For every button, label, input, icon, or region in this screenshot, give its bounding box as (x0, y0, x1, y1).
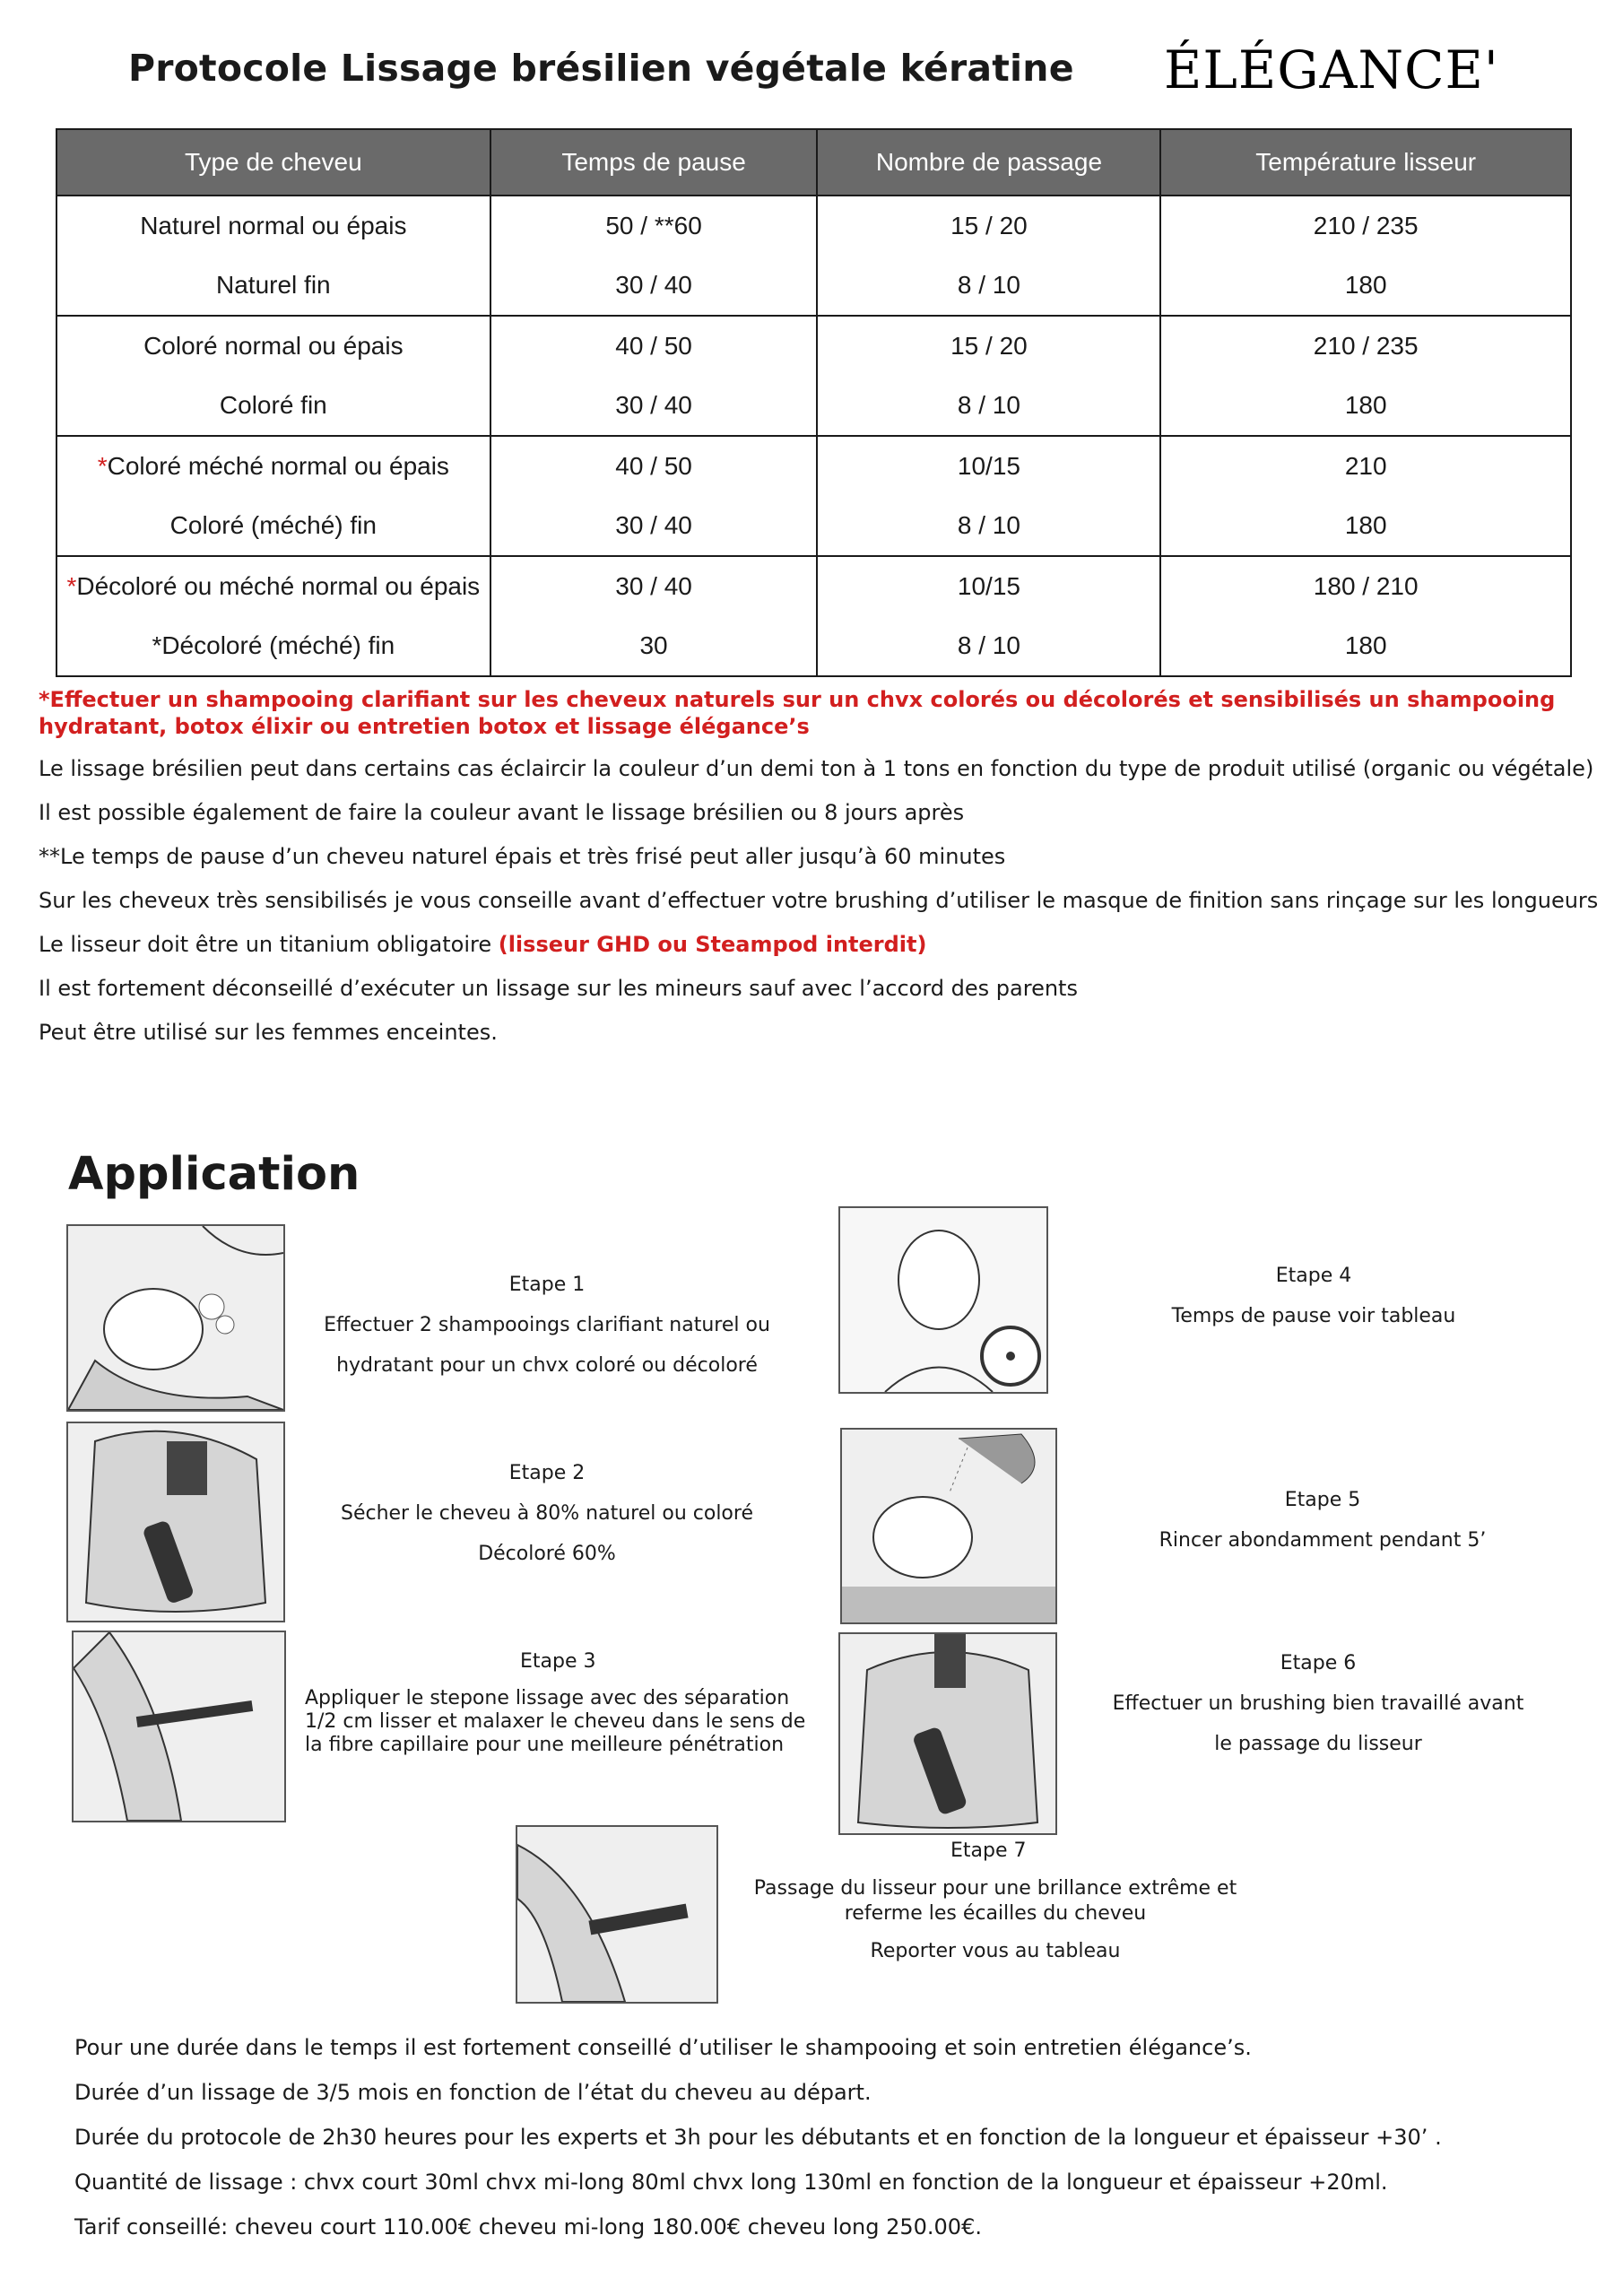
warning-note: *Effectuer un shampooing clarifiant sur les cheveux naturels sur un chvx colorés ou décolorés et sensibilisés un shampooing hydratant, botox élixir ou entretien botox et lissage élégance’s (39, 687, 1556, 739)
info-duration: Durée d’un lissage de 3/5 mois en fonction de l’état du cheveu au départ. (74, 2080, 872, 2105)
cell-pause: 30 / 40 (490, 556, 818, 616)
notes-section (39, 686, 1599, 1062)
note-pregnant: Peut être utilisé sur les femmes enceintes. (39, 1020, 498, 1045)
cell-passage: 8 / 10 (817, 496, 1160, 556)
col-header-temp: Température lisseur (1160, 129, 1571, 196)
cell-type: *Coloré méché normal ou épais (56, 436, 490, 496)
cell-pause: 50 / **60 (490, 196, 818, 256)
cell-temp: 180 (1160, 616, 1571, 676)
cell-passage: 8 / 10 (817, 376, 1160, 436)
step5-rinse-illustration (840, 1428, 1057, 1624)
step-6: Etape 6 Effectuer un brushing bien travaillé avant le passage du lisseur (1112, 1652, 1524, 1755)
step1-shampoo-illustration (66, 1224, 285, 1412)
cell-passage: 10/15 (817, 556, 1160, 616)
note-straightener: Le lisseur doit être un titanium obligatoire (lisseur GHD ou Steampod interdit) (39, 932, 927, 957)
info-maintenance: Pour une durée dans le temps il est fortement conseillé d’utiliser le shampooing et soin entretien élégance’s. (74, 2035, 1252, 2060)
table-row (56, 556, 1571, 616)
cell-passage: 8 / 10 (817, 256, 1160, 316)
table-row (56, 616, 1571, 676)
step-4: Etape 4 Temps de pause voir tableau (1171, 1265, 1456, 1327)
cell-type: Naturel normal ou épais (56, 196, 490, 256)
note-color-lightening: Le lissage brésilien peut dans certains cas éclaircir la couleur d’un demi ton à 1 tons en fonction du type de produit utilisé (organic ou végétale) (39, 756, 1594, 781)
cell-pause: 40 / 50 (490, 316, 818, 376)
table-row (56, 376, 1571, 436)
cell-pause: 30 / 40 (490, 496, 818, 556)
step3-application-illustration (72, 1631, 286, 1822)
cell-temp: 210 / 235 (1160, 316, 1571, 376)
cell-type: Naturel fin (56, 256, 490, 316)
cell-passage: 10/15 (817, 436, 1160, 496)
cell-pause: 40 / 50 (490, 436, 818, 496)
step2-drying-illustration (66, 1422, 285, 1622)
application-title: Application (68, 1148, 360, 1201)
brand-logo (1157, 32, 1502, 106)
cell-pause: 30 / 40 (490, 256, 818, 316)
table-row (56, 436, 1571, 496)
cell-temp: 180 (1160, 496, 1571, 556)
cell-passage: 15 / 20 (817, 316, 1160, 376)
step7-straightener-illustration (516, 1825, 718, 2004)
note-color-timing: Il est possible également de faire la couleur avant le lissage brésilien ou 8 jours après (39, 800, 965, 825)
bottom-info (74, 2025, 1599, 2249)
cell-type: *Décoloré ou méché normal ou épais (56, 556, 490, 616)
cell-pause: 30 (490, 616, 818, 676)
col-header-type: Type de cheveu (56, 129, 490, 196)
step6-brushing-illustration (838, 1632, 1057, 1835)
cell-temp: 180 / 210 (1160, 556, 1571, 616)
table-row (56, 496, 1571, 556)
cell-temp: 210 / 235 (1160, 196, 1571, 256)
table-row (56, 196, 1571, 256)
cell-temp: 210 (1160, 436, 1571, 496)
table-row (56, 256, 1571, 316)
cell-type: Coloré (méché) fin (56, 496, 490, 556)
step-7: Etape 7 Passage du lisseur pour une brillance extrême et referme les écailles du cheveu Reporter vous au tableau (753, 1839, 1237, 1962)
step4-pause-illustration (838, 1206, 1048, 1394)
info-protocol-time: Durée du protocole de 2h30 heures pour les experts et 3h pour les débutants et en fonction de la longueur et épaisseur +30’ . (74, 2125, 1442, 2150)
note-sensitive-hair: Sur les cheveux très sensibilisés je vous conseille avant d’effectuer votre brushing d’utiliser le masque de finition sans rinçage sur les longueurs (39, 888, 1599, 913)
table-row (56, 316, 1571, 376)
cell-type: Coloré normal ou épais (56, 316, 490, 376)
cell-pause: 30 / 40 (490, 376, 818, 436)
cell-type: Coloré fin (56, 376, 490, 436)
note-minors: Il est fortement déconseillé d’exécuter un lissage sur les mineurs sauf avec l’accord des parents (39, 976, 1078, 1001)
logo-text: ÉLÉGANCE'S (1164, 39, 1502, 100)
step-2: Etape 2 Sécher le cheveu à 80% naturel ou coloré Décoloré 60% (340, 1462, 753, 1565)
step-1: Etape 1 Effectuer 2 shampooings clarifiant naturel ou hydratant pour un chvx coloré ou décoloré (324, 1274, 770, 1377)
col-header-passage: Nombre de passage (817, 129, 1160, 196)
cell-type: *Décoloré (méché) fin (56, 616, 490, 676)
cell-passage: 8 / 10 (817, 616, 1160, 676)
page-title: Protocole Lissage brésilien végétale kératine (128, 47, 1074, 90)
cell-temp: 180 (1160, 256, 1571, 316)
step-3: Etape 3 Appliquer le stepone lissage avec des séparation 1/2 cm lisser et malaxer le cheveu dans le sens de la fibre capillaire pour une meilleure pénétration (305, 1650, 806, 1756)
col-header-pause: Temps de pause (490, 129, 818, 196)
cell-passage: 15 / 20 (817, 196, 1160, 256)
protocol-table (56, 128, 1572, 677)
step-5: Etape 5 Rincer abondamment pendant 5’ (1159, 1489, 1487, 1552)
note-pause-time: **Le temps de pause d’un cheveu naturel épais et très frisé peut aller jusqu’à 60 minutes (39, 844, 1006, 869)
cell-temp: 180 (1160, 376, 1571, 436)
info-pricing: Tarif conseillé: cheveu court 110.00€ cheveu mi-long 180.00€ cheveu long 250.00€. (74, 2214, 982, 2239)
info-quantity: Quantité de lissage : chvx court 30ml chvx mi-long 80ml chvx long 130ml en fonction de la longueur et épaisseur +20ml. (74, 2170, 1388, 2195)
